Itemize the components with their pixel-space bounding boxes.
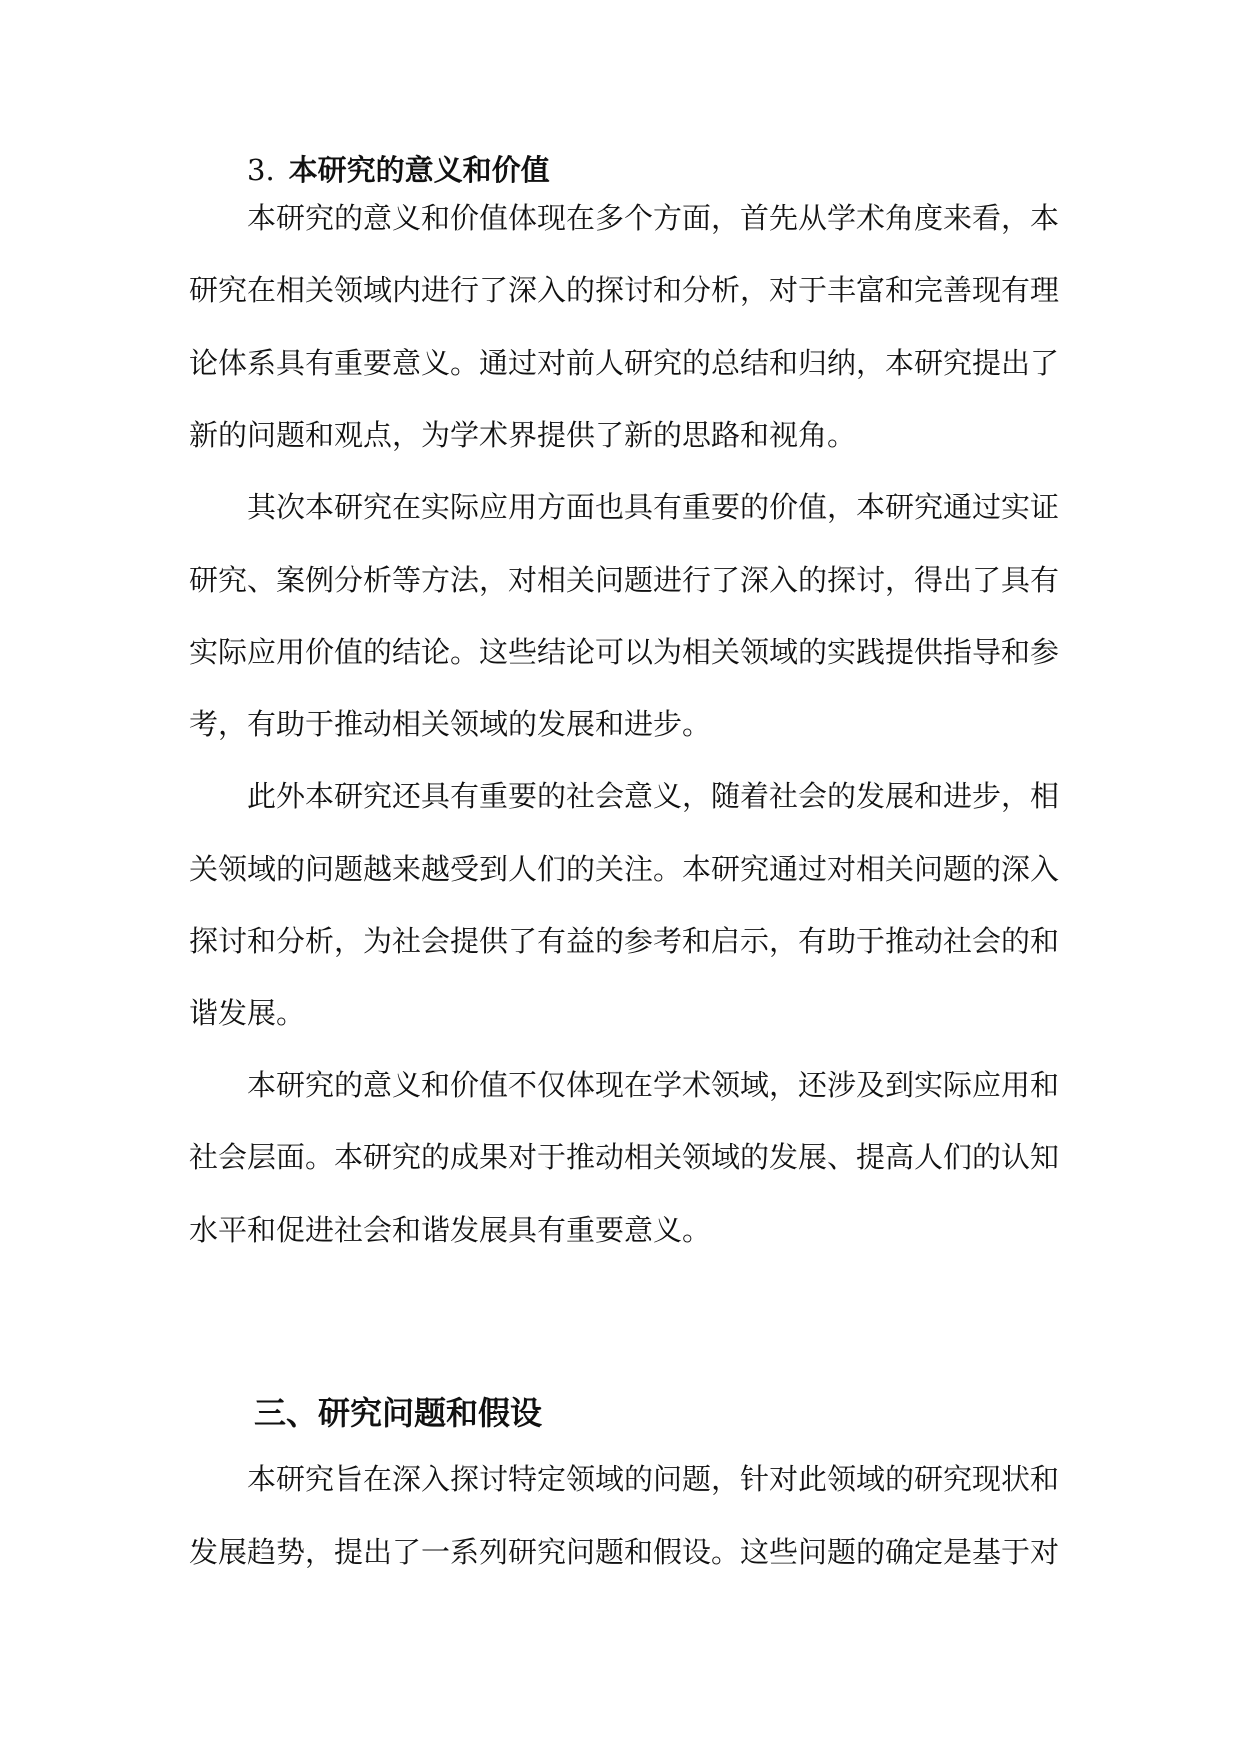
section-title: 本研究的意义和价值: [288, 153, 550, 187]
paragraph-1-line-2: 研究在相关领域内进行了深入的探讨和分析，对于丰富和完善现有理: [189, 273, 1060, 307]
paragraph-1-line-4: 新的问题和观点，为学术界提供了新的思路和视角。: [189, 418, 857, 452]
section-heading-three: 三、研究问题和假设: [254, 1394, 543, 1432]
paragraph-2-line-4: 考，有助于推动相关领域的发展和进步。: [189, 707, 712, 741]
paragraph-3-line-2: 关领域的问题越来越受到人们的关注。本研究通过对相关问题的深入: [189, 852, 1060, 886]
section-heading-3: [247, 150, 550, 190]
paragraph-1-line-3: 论体系具有重要意义。通过对前人研究的总结和归纳，本研究提出了: [189, 346, 1060, 380]
paragraph-5-line-1: 本研究旨在深入探讨特定领域的问题，针对此领域的研究现状和: [247, 1462, 1060, 1496]
paragraph-3-line-3: 探讨和分析，为社会提供了有益的参考和启示，有助于推动社会的和: [189, 924, 1060, 958]
paragraph-2-line-1: 其次本研究在实际应用方面也具有重要的价值，本研究通过实证: [247, 490, 1060, 524]
paragraph-2-line-3: 实际应用价值的结论。这些结论可以为相关领域的实践提供指导和参: [189, 635, 1060, 669]
paragraph-5-line-2: 发展趋势，提出了一系列研究问题和假设。这些问题的确定是基于对: [189, 1535, 1060, 1569]
paragraph-4-line-2: 社会层面。本研究的成果对于推动相关领域的发展、提高人们的认知: [189, 1140, 1060, 1174]
paragraph-3-line-1: 此外本研究还具有重要的社会意义，随着社会的发展和进步，相: [247, 779, 1060, 813]
paragraph-4-line-1: 本研究的意义和价值不仅体现在学术领域，还涉及到实际应用和: [247, 1068, 1060, 1102]
paragraph-3-line-4: 谐发展。: [189, 996, 306, 1030]
paragraph-4-line-3: 水平和促进社会和谐发展具有重要意义。: [189, 1213, 712, 1247]
paragraph-2-line-2: 研究、案例分析等方法，对相关问题进行了深入的探讨，得出了具有: [189, 563, 1060, 597]
section-number: 3.: [247, 153, 275, 187]
paragraph-1-line-1: 本研究的意义和价值体现在多个方面，首先从学术角度来看，本: [247, 201, 1060, 235]
